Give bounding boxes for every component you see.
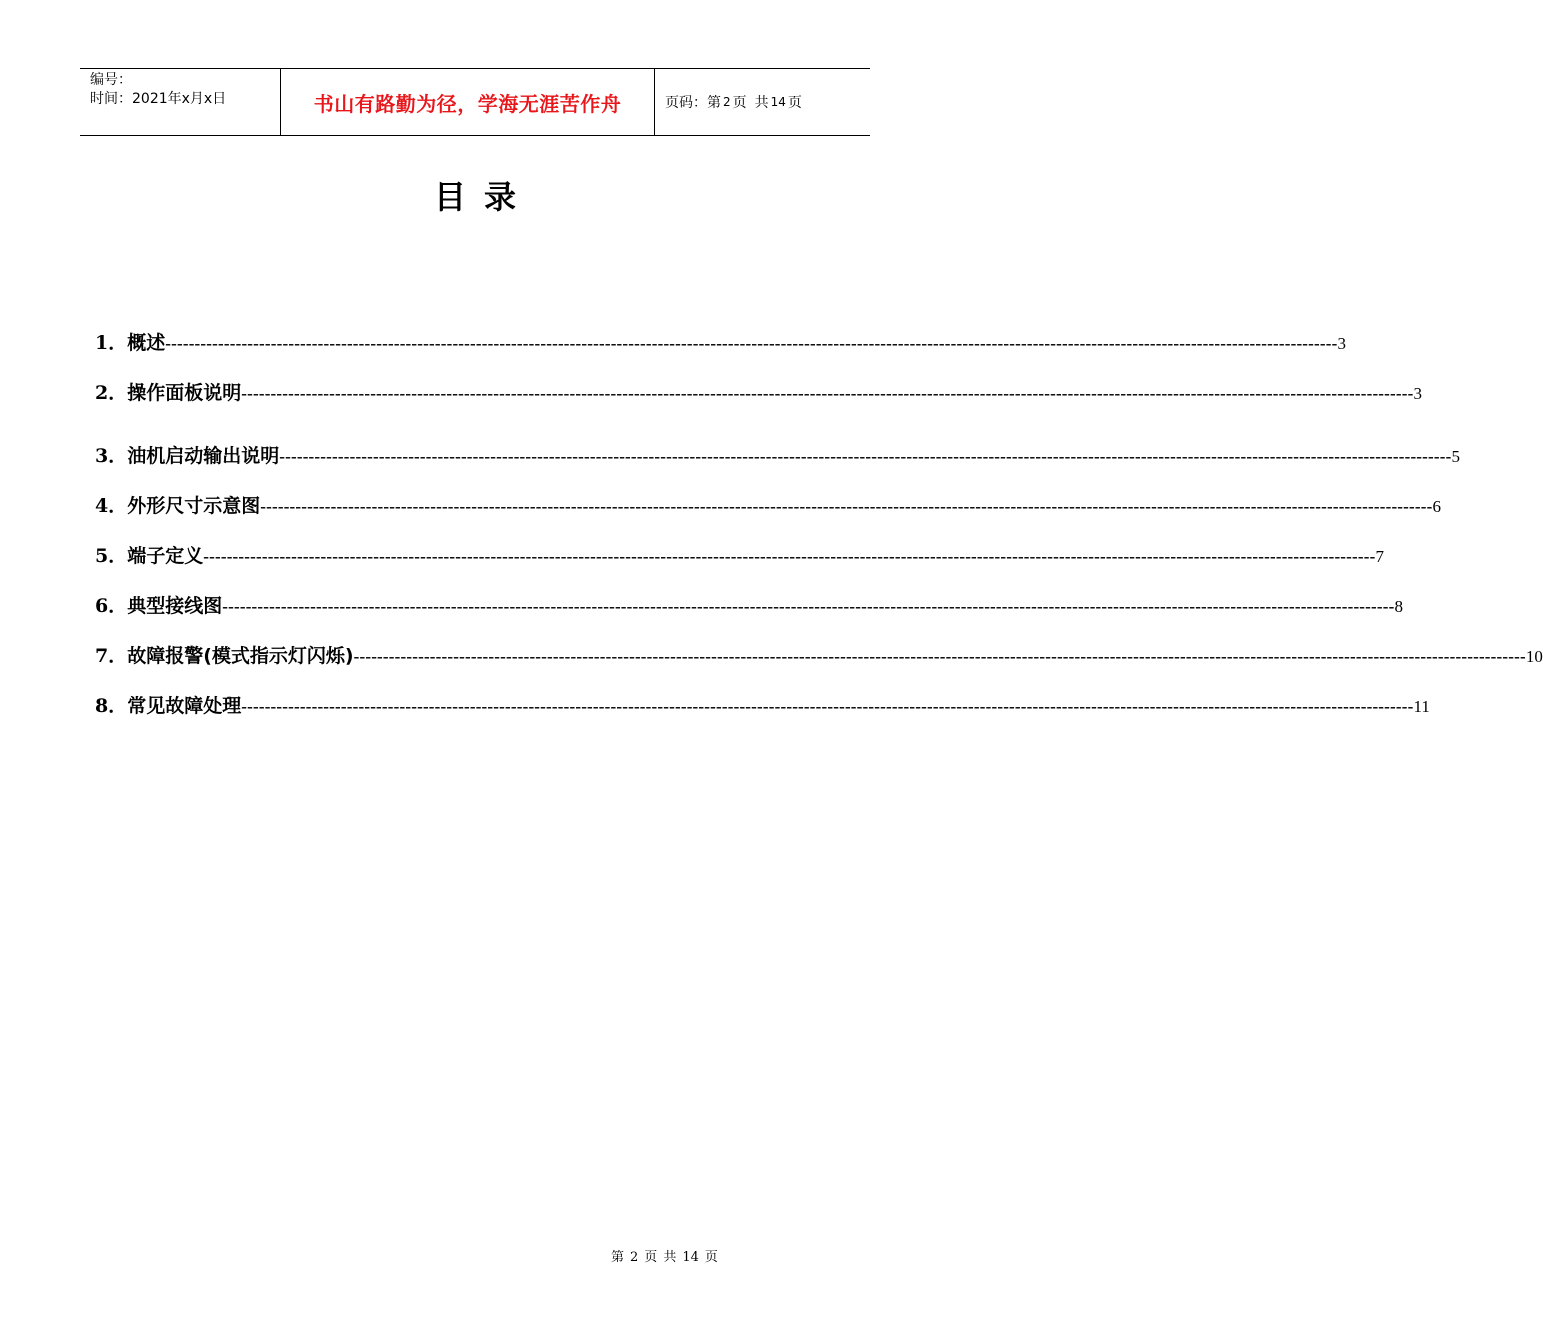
toc-entry-number: 5． xyxy=(95,545,128,567)
document-date-label: 时间：2021年x月x日 xyxy=(90,91,227,107)
header-page-cell xyxy=(655,69,870,135)
toc-entry[interactable] xyxy=(95,541,1384,569)
toc-entry[interactable] xyxy=(95,641,1543,669)
toc-entry-number: 1． xyxy=(95,332,128,354)
toc-entry-page: 3 xyxy=(1337,334,1346,353)
toc-dot-leader: -------------------------------------------------------------------------------------------------------------------------------------------------------------------------------------------------------- xyxy=(353,647,1526,666)
toc-entry-label: 端子定义 xyxy=(127,545,204,567)
toc-entry-page: 8 xyxy=(1394,597,1403,616)
page-header xyxy=(80,68,870,136)
toc-entry[interactable] xyxy=(95,691,1430,719)
footer-word-gong: 共 xyxy=(663,1250,677,1265)
toc-entry-number: 6． xyxy=(95,595,128,617)
toc-entry-page: 11 xyxy=(1413,697,1430,716)
toc-dot-leader: -------------------------------------------------------------------------------------------------------------------------------------------------------------------------------------------------------- xyxy=(241,697,1414,716)
header-page-suffix: 页 xyxy=(787,95,802,111)
toc-entry-number: 8． xyxy=(95,695,128,717)
header-page-current: 2 xyxy=(723,95,731,109)
document-number-label: 编号： xyxy=(90,72,132,88)
header-page-prefix: 页码：第 xyxy=(665,95,721,111)
header-page-total: 14 xyxy=(770,95,786,109)
toc-entry[interactable] xyxy=(95,328,1346,356)
toc-entry-label: 故障报警(模式指示灯闪烁) xyxy=(127,645,354,667)
toc-entry-page: 10 xyxy=(1525,647,1543,666)
toc-entry-number: 3． xyxy=(95,445,128,467)
toc-entry-number: 4． xyxy=(95,495,128,517)
header-page-total-prefix: 共 xyxy=(754,95,769,111)
page-title: 目录 xyxy=(433,178,534,216)
toc-dot-leader: -------------------------------------------------------------------------------------------------------------------------------------------------------------------------------------------------------- xyxy=(279,447,1452,466)
toc-entry-label: 典型接线图 xyxy=(127,595,223,617)
toc-entry-page: 5 xyxy=(1451,447,1460,466)
footer-word-di: 第 xyxy=(611,1250,625,1265)
footer-word-ye-2: 页 xyxy=(704,1250,718,1265)
header-info-cell xyxy=(80,69,281,135)
toc-entry-number: 2． xyxy=(95,382,128,404)
toc-entry[interactable] xyxy=(95,441,1460,469)
footer-word-ye: 页 xyxy=(644,1250,658,1265)
toc-entry[interactable] xyxy=(95,378,1422,406)
toc-entry-label: 油机启动输出说明 xyxy=(127,445,280,467)
toc-entry-label: 概述 xyxy=(127,332,166,354)
toc-entry-label: 操作面板说明 xyxy=(127,382,242,404)
toc-dot-leader: -------------------------------------------------------------------------------------------------------------------------------------------------------------------------------------------------------- xyxy=(203,547,1376,566)
toc-dot-leader: -------------------------------------------------------------------------------------------------------------------------------------------------------------------------------------------------------- xyxy=(165,334,1338,353)
toc-dot-leader: -------------------------------------------------------------------------------------------------------------------------------------------------------------------------------------------------------- xyxy=(260,497,1433,516)
toc-entry-page: 3 xyxy=(1413,384,1422,403)
toc-entry[interactable] xyxy=(95,591,1403,619)
toc-entry-page: 7 xyxy=(1375,547,1384,566)
footer-page-total: 14 xyxy=(682,1250,699,1265)
toc-entry-label: 常见故障处理 xyxy=(127,695,242,717)
toc-entry-page: 6 xyxy=(1432,497,1441,516)
toc-dot-leader: -------------------------------------------------------------------------------------------------------------------------------------------------------------------------------------------------------- xyxy=(222,597,1395,616)
header-page-mid: 页 xyxy=(732,95,747,111)
footer-page-current: 2 xyxy=(630,1250,639,1265)
toc-entry[interactable] xyxy=(95,491,1441,519)
header-slogan-cell xyxy=(281,69,655,135)
toc-entry-number: 7． xyxy=(95,645,128,667)
toc-entry-label: 外形尺寸示意图 xyxy=(127,495,261,517)
toc-dot-leader: -------------------------------------------------------------------------------------------------------------------------------------------------------------------------------------------------------- xyxy=(241,384,1414,403)
header-slogan: 书山有路勤为径，学海无涯苦作舟 xyxy=(313,91,622,116)
page-footer xyxy=(611,1246,724,1265)
